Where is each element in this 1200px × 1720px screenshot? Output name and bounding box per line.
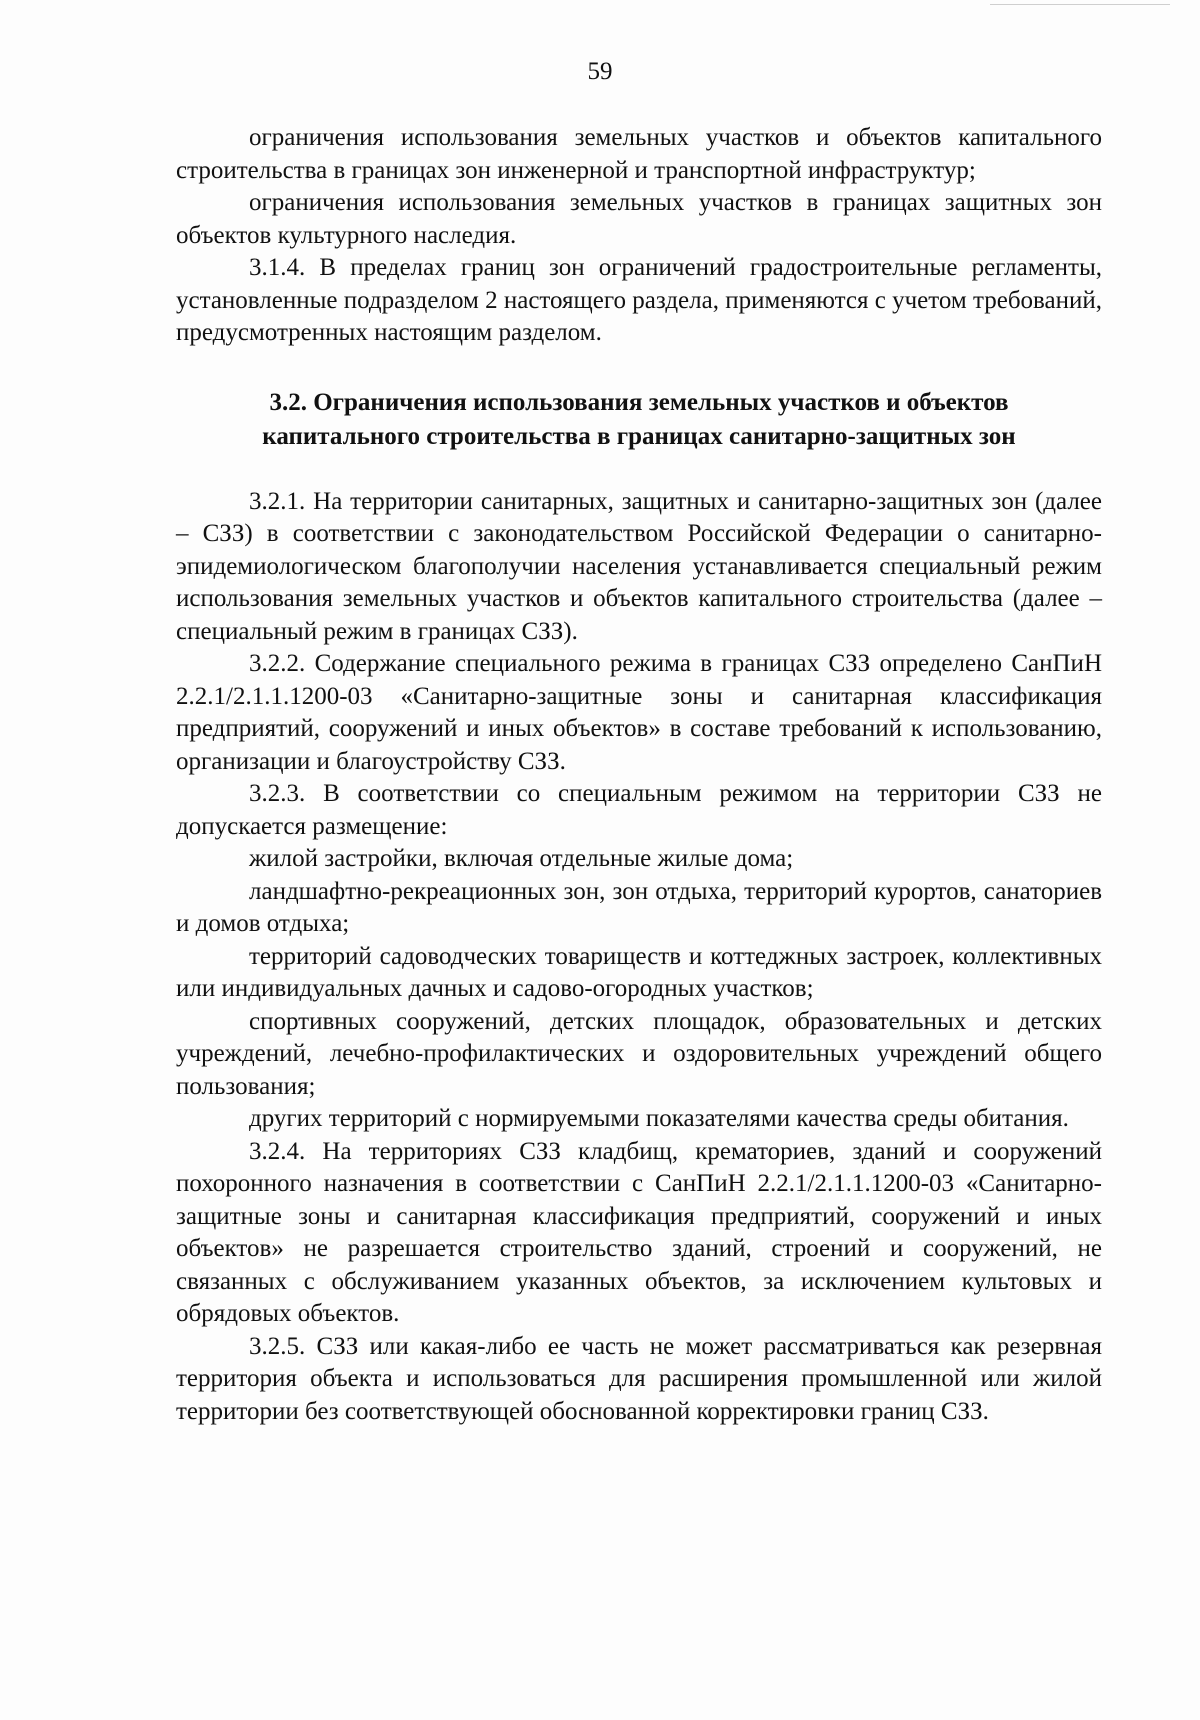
list-item: территорий садоводческих товариществ и коттеджных застроек, коллективных или индивидуальных дачных и садово-огородных участков;: [176, 942, 1102, 1002]
paragraph: 3.2.2. Содержание специального режима в границах СЗЗ определено СанПиН 2.2.1/2.1.1.1200-03 «Санитарно-защитные зоны и санитарная классификация предприятий, сооружений и иных объектов» в составе требований к использованию, организации и благоустройству СЗЗ.: [176, 650, 1102, 775]
list-item: ландшафтно-рекреационных зон, зон отдыха, территорий курортов, санаториев и домов отдыха;: [176, 877, 1102, 937]
section-heading: [176, 386, 1102, 454]
section-heading-line: 3.2. Ограничения использования земельных участков и объектов: [269, 388, 1009, 416]
page-number: 59: [587, 58, 613, 85]
paragraph: ограничения использования земельных участков и объектов капитального строительства в границах зон инженерной и транспортной инфраструктур;: [176, 124, 1102, 184]
paragraph: 3.1.4. В пределах границ зон ограничений градостроительные регламенты, установленные подразделом 2 настоящего раздела, применяются с учетом требований, предусмотренных настоящим разделом.: [176, 254, 1102, 346]
list-item: жилой застройки, включая отдельные жилые дома;: [249, 845, 794, 872]
paragraph: 3.2.5. СЗЗ или какая-либо ее часть не может рассматриваться как резервная территория объекта и использоваться для расширения промышленной или жилой территории без соответствующей обоснованной корректировки границ СЗЗ.: [176, 1332, 1102, 1425]
paragraph: 3.2.3. В соответствии со специальным режимом на территории СЗЗ не допускается размещение:: [176, 780, 1102, 840]
paragraph: 3.2.4. На территориях СЗЗ кладбищ, крематориев, зданий и сооружений похоронного назначения в соответствии с СанПиН 2.2.1/2.1.1.1200-03 «Санитарно-защитные зоны и санитарная классификация предприятий, сооружений и иных объектов» не разрешается строительство зданий, строений и сооружений, не связанных с обслуживанием указанных объектов, за исключением культовых и обрядовых объектов.: [176, 1137, 1102, 1327]
scan-edge-mark: [990, 4, 1170, 5]
paragraph: 3.2.1. На территории санитарных, защитных и санитарно-защитных зон (далее – СЗЗ) в соответствии с законодательством Российской Федерации о санитарно-эпидемиологическом благополучии населения устанавливается специальный режим использования земельных участков и объектов капитального строительства (далее – специальный режим в границах СЗЗ).: [176, 487, 1102, 645]
section-heading-line: капитального строительства в границах санитарно-защитных зон: [262, 422, 1016, 450]
list-item: спортивных сооружений, детских площадок, образовательных и детских учреждений, лечебно-профилактических и оздоровительных учреждений общего пользования;: [176, 1007, 1102, 1100]
paragraph: ограничения использования земельных участков в границах защитных зон объектов культурного наследия.: [176, 189, 1102, 249]
page-body: [176, 122, 1102, 1428]
list-item: других территорий с нормируемыми показателями качества среды обитания.: [249, 1105, 1069, 1132]
